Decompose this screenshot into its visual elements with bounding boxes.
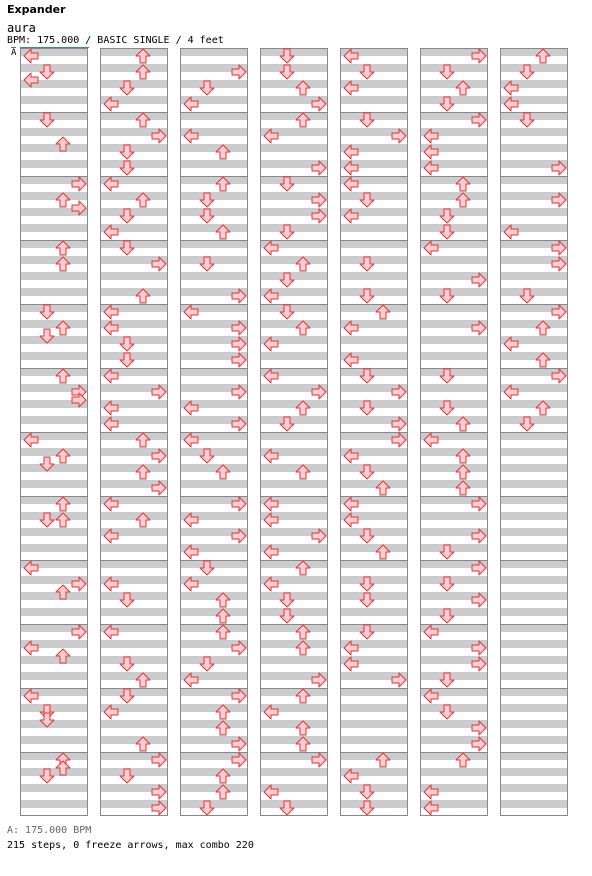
beat-stripe <box>420 512 488 520</box>
beat-stripe <box>420 80 488 88</box>
beat-stripe <box>180 48 248 56</box>
beat-stripe <box>340 192 408 200</box>
beat-stripe <box>500 176 568 184</box>
beat-stripe <box>20 256 88 264</box>
beat-stripe <box>340 256 408 264</box>
beat-stripe <box>500 672 568 680</box>
beat-stripe <box>500 592 568 600</box>
beat-stripe <box>20 608 88 616</box>
beat-stripe <box>180 720 248 728</box>
beat-stripe <box>420 208 488 216</box>
beat-stripe <box>180 80 248 88</box>
beat-stripe <box>100 592 168 600</box>
beat-stripe <box>500 320 568 328</box>
beat-stripe <box>420 608 488 616</box>
beat-stripe <box>100 544 168 552</box>
beat-stripe <box>420 544 488 552</box>
beat-stripe <box>20 736 88 744</box>
beat-stripe <box>340 608 408 616</box>
beat-stripe <box>340 784 408 792</box>
beat-stripe <box>420 64 488 72</box>
beat-stripe <box>340 560 408 568</box>
beat-stripe <box>20 320 88 328</box>
beat-stripe <box>420 704 488 712</box>
beat-stripe <box>20 160 88 168</box>
beat-stripe <box>500 784 568 792</box>
beat-stripe <box>500 720 568 728</box>
beat-stripe <box>340 800 408 808</box>
beat-stripe <box>20 240 88 248</box>
beat-stripe <box>20 144 88 152</box>
beat-stripe <box>260 272 328 280</box>
beat-stripe <box>100 464 168 472</box>
beat-stripe <box>500 144 568 152</box>
beat-stripe <box>20 96 88 104</box>
beat-stripe <box>180 592 248 600</box>
beat-stripe <box>180 448 248 456</box>
beat-stripe <box>260 64 328 72</box>
beat-stripe <box>20 496 88 504</box>
beat-stripe <box>100 432 168 440</box>
beat-stripe <box>100 720 168 728</box>
beat-stripe <box>420 384 488 392</box>
beat-stripe <box>260 480 328 488</box>
beat-stripe <box>260 464 328 472</box>
beat-stripe <box>420 768 488 776</box>
beat-stripe <box>180 160 248 168</box>
beat-stripe <box>420 672 488 680</box>
beat-stripe <box>260 144 328 152</box>
beat-stripe <box>100 288 168 296</box>
beat-stripe <box>340 592 408 600</box>
beat-stripe <box>180 192 248 200</box>
bpm-footer: A: 175.000 BPM <box>7 825 92 836</box>
beat-stripe <box>420 176 488 184</box>
beat-stripe <box>180 464 248 472</box>
beat-stripe <box>260 800 328 808</box>
beat-stripe <box>340 544 408 552</box>
beat-stripe <box>500 656 568 664</box>
beat-stripe <box>340 720 408 728</box>
beat-stripe <box>20 416 88 424</box>
beat-stripe <box>260 736 328 744</box>
beat-stripe <box>260 624 328 632</box>
beat-stripe <box>260 592 328 600</box>
beat-stripe <box>20 592 88 600</box>
beat-stripe <box>20 544 88 552</box>
beat-stripe <box>100 336 168 344</box>
beat-stripe <box>180 144 248 152</box>
beat-stripe <box>20 752 88 760</box>
beat-stripe <box>180 176 248 184</box>
beat-stripe <box>500 64 568 72</box>
beat-stripe <box>260 432 328 440</box>
beat-stripe <box>340 624 408 632</box>
beat-stripe <box>20 272 88 280</box>
beat-stripe <box>340 112 408 120</box>
beat-stripe <box>20 192 88 200</box>
beat-stripe <box>260 80 328 88</box>
beat-stripe <box>340 704 408 712</box>
beat-stripe <box>420 576 488 584</box>
beat-stripe <box>340 480 408 488</box>
beat-stripe <box>180 800 248 808</box>
beat-stripe <box>100 160 168 168</box>
beat-stripe <box>420 368 488 376</box>
beat-stripe <box>500 448 568 456</box>
beat-stripe <box>20 656 88 664</box>
beat-stripe <box>180 784 248 792</box>
beat-stripe <box>340 272 408 280</box>
beat-stripe <box>500 688 568 696</box>
beat-stripe <box>420 304 488 312</box>
beat-stripe <box>20 448 88 456</box>
beat-stripe <box>260 112 328 120</box>
beat-stripe <box>420 192 488 200</box>
beat-stripe <box>500 608 568 616</box>
beat-stripe <box>500 352 568 360</box>
beat-stripe <box>500 624 568 632</box>
bpm-marker-label: A <box>11 48 17 58</box>
beat-stripe <box>500 768 568 776</box>
beat-stripe <box>260 768 328 776</box>
beat-stripe <box>260 608 328 616</box>
beat-stripe <box>260 176 328 184</box>
beat-stripe <box>500 464 568 472</box>
beat-stripe <box>100 560 168 568</box>
beat-stripe <box>100 736 168 744</box>
beat-stripe <box>260 224 328 232</box>
beat-stripe <box>420 416 488 424</box>
beat-stripe <box>500 272 568 280</box>
app-title: Expander <box>7 3 66 16</box>
beat-stripe <box>180 224 248 232</box>
beat-stripe <box>500 640 568 648</box>
beat-stripe <box>260 48 328 56</box>
beat-stripe <box>260 640 328 648</box>
beat-stripe <box>420 288 488 296</box>
beat-stripe <box>500 288 568 296</box>
beat-stripe <box>180 368 248 376</box>
beat-stripe <box>100 608 168 616</box>
beat-stripe <box>20 480 88 488</box>
beat-stripe <box>260 560 328 568</box>
beat-stripe <box>100 112 168 120</box>
beat-stripe <box>340 688 408 696</box>
beat-stripe <box>340 576 408 584</box>
beat-stripe <box>500 704 568 712</box>
chart-info: BPM: 175.000 / BASIC SINGLE / 4 feet <box>7 35 224 46</box>
beat-stripe <box>420 400 488 408</box>
beat-stripe <box>20 720 88 728</box>
beat-stripe <box>20 512 88 520</box>
beat-stripe <box>500 528 568 536</box>
beat-stripe <box>500 48 568 56</box>
beat-stripe <box>260 320 328 328</box>
beat-stripe <box>340 96 408 104</box>
beat-stripe <box>500 544 568 552</box>
beat-stripe <box>500 128 568 136</box>
beat-stripe <box>500 736 568 744</box>
beat-stripe <box>100 768 168 776</box>
beat-stripe <box>100 64 168 72</box>
beat-stripe <box>180 560 248 568</box>
beat-stripe <box>20 704 88 712</box>
beat-stripe <box>340 288 408 296</box>
beat-stripe <box>20 768 88 776</box>
beat-stripe <box>420 464 488 472</box>
beat-stripe <box>340 368 408 376</box>
beat-stripe <box>500 432 568 440</box>
beat-stripe <box>20 464 88 472</box>
song-title: aura <box>7 21 36 35</box>
beat-stripe <box>500 800 568 808</box>
beat-stripe <box>20 352 88 360</box>
beat-stripe <box>180 704 248 712</box>
beat-stripe <box>20 288 88 296</box>
beat-stripe <box>500 416 568 424</box>
beat-stripe <box>420 256 488 264</box>
beat-stripe <box>340 752 408 760</box>
beat-stripe <box>420 336 488 344</box>
beat-stripe <box>260 400 328 408</box>
beat-stripe <box>20 304 88 312</box>
beat-stripe <box>500 560 568 568</box>
beat-stripe <box>20 224 88 232</box>
beat-stripe <box>420 752 488 760</box>
beat-stripe <box>340 400 408 408</box>
beat-stripe <box>20 128 88 136</box>
beat-stripe <box>100 640 168 648</box>
beat-stripe <box>100 80 168 88</box>
beat-stripe <box>260 416 328 424</box>
beat-stripe <box>180 272 248 280</box>
beat-stripe <box>20 64 88 72</box>
beat-stripe <box>20 784 88 792</box>
beat-stripe <box>180 208 248 216</box>
beat-stripe <box>100 688 168 696</box>
beat-stripe <box>20 336 88 344</box>
beat-stripe <box>500 400 568 408</box>
beat-stripe <box>500 576 568 584</box>
chart-stats: 215 steps, 0 freeze arrows, max combo 220 <box>7 840 254 851</box>
beat-stripe <box>20 528 88 536</box>
beat-stripe <box>180 624 248 632</box>
beat-stripe <box>180 480 248 488</box>
beat-stripe <box>420 480 488 488</box>
beat-stripe <box>420 96 488 104</box>
beat-stripe <box>180 656 248 664</box>
beat-stripe <box>260 656 328 664</box>
beat-stripe <box>100 512 168 520</box>
beat-stripe <box>500 480 568 488</box>
beat-stripe <box>420 352 488 360</box>
beat-stripe <box>340 64 408 72</box>
beat-stripe <box>340 736 408 744</box>
beat-stripe <box>340 464 408 472</box>
beat-stripe <box>500 752 568 760</box>
beat-stripe <box>500 512 568 520</box>
beat-stripe <box>260 256 328 264</box>
beat-stripe <box>340 528 408 536</box>
beat-stripe <box>100 656 168 664</box>
beat-stripe <box>180 608 248 616</box>
beat-stripe <box>340 224 408 232</box>
beat-stripe <box>340 304 408 312</box>
beat-stripe <box>100 48 168 56</box>
beat-stripe <box>100 192 168 200</box>
beat-stripe <box>20 672 88 680</box>
beat-stripe <box>260 688 328 696</box>
beat-stripe <box>100 208 168 216</box>
beat-stripe <box>260 352 328 360</box>
beat-stripe <box>500 208 568 216</box>
beat-stripe <box>180 240 248 248</box>
beat-stripe <box>180 112 248 120</box>
beat-stripe <box>180 256 248 264</box>
beat-stripe <box>100 352 168 360</box>
beat-stripe <box>260 720 328 728</box>
beat-stripe <box>100 672 168 680</box>
beat-stripe <box>100 272 168 280</box>
beat-stripe <box>420 448 488 456</box>
beat-stripe <box>260 304 328 312</box>
beat-stripe <box>20 368 88 376</box>
beat-stripe <box>100 240 168 248</box>
beat-stripe <box>420 224 488 232</box>
beat-stripe <box>20 800 88 808</box>
beat-stripe <box>340 336 408 344</box>
beat-stripe <box>180 768 248 776</box>
beat-stripe <box>500 496 568 504</box>
beat-stripe <box>100 144 168 152</box>
beat-stripe <box>500 112 568 120</box>
beat-stripe <box>20 112 88 120</box>
beat-stripe <box>340 240 408 248</box>
